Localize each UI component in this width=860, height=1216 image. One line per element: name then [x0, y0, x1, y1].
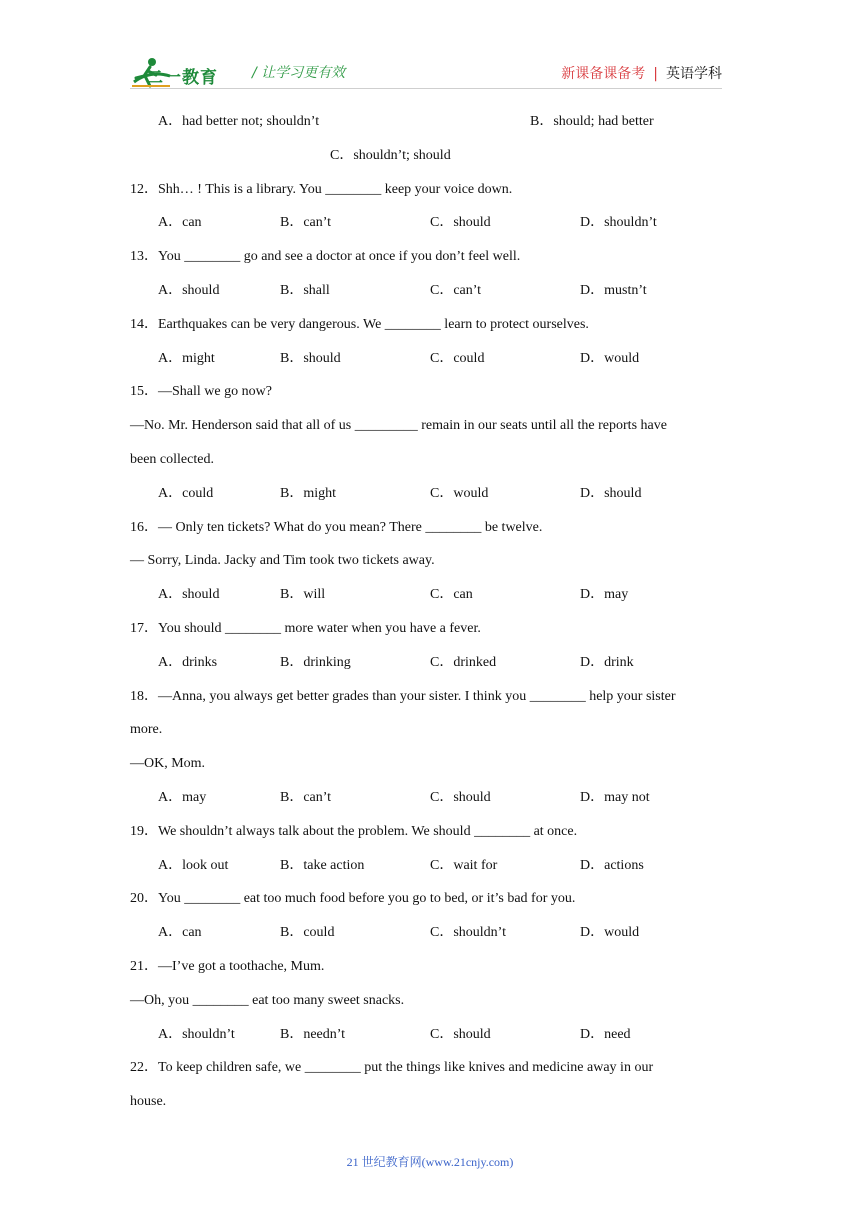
- option-c: C．should: [430, 215, 491, 231]
- option-d: D．should: [580, 485, 642, 501]
- options-row: [130, 1018, 730, 1052]
- page-footer: 21 世纪教育网(www.21cnjy.com): [346, 1155, 514, 1169]
- header-separator: |: [653, 66, 658, 82]
- question-stem: 12．Shh… ! This is a library. You ________ keep your voice down.: [130, 181, 513, 197]
- options-row: [130, 916, 730, 950]
- question-stem: 17．You should ________ more water when you have a fever.: [130, 620, 481, 636]
- option-a: A．should: [158, 587, 220, 603]
- option-c: C．could: [430, 350, 485, 366]
- option-d: D．would: [580, 925, 640, 941]
- question-stem: 15．—Shall we go now?: [130, 384, 272, 400]
- option-a: A．should: [158, 282, 220, 298]
- option-a: A．drinks: [158, 654, 218, 670]
- question-stem-continued: more.: [130, 722, 163, 738]
- option-c: C．shouldn’t; should: [330, 147, 451, 163]
- option-a: A．can: [158, 215, 202, 231]
- logo-text: 二一教育: [146, 68, 218, 88]
- option-c: C．shouldn’t: [430, 925, 506, 941]
- option-b: B．might: [280, 485, 337, 501]
- options-row: [130, 477, 730, 511]
- option-d: D．shouldn’t: [580, 215, 657, 231]
- option-b: B．can’t: [280, 789, 332, 805]
- option-a: A．could: [158, 485, 214, 501]
- option-a: A．may: [158, 789, 207, 805]
- question-stem: 21．—I’ve got a toothache, Mum.: [130, 958, 325, 974]
- header-subject-label: 英语学科: [666, 66, 722, 82]
- options-row: [130, 646, 730, 680]
- question-stem: 18．—Anna, you always get better grades than your sister. I think you ________ help your sister: [130, 688, 676, 704]
- options-row: [130, 206, 730, 240]
- option-d: D．actions: [580, 857, 644, 873]
- question-stem: 16．— Only ten tickets? What do you mean? There ________ be twelve.: [130, 519, 543, 535]
- question-stem: 19．We shouldn’t always talk about the problem. We should ________ at once.: [130, 823, 578, 839]
- options-row: [130, 849, 730, 883]
- option-a: A．look out: [158, 857, 229, 873]
- option-c: C．drinked: [430, 654, 497, 670]
- page-header: [0, 0, 860, 100]
- question-list: [130, 105, 730, 1119]
- options-row: [130, 578, 730, 612]
- prev-options-row-2: [130, 139, 730, 173]
- option-c: C．would: [430, 485, 489, 501]
- prev-options-row: [130, 105, 730, 139]
- option-b: B．needn’t: [280, 1026, 346, 1042]
- header-course-label: 新课备课备考: [561, 66, 646, 82]
- options-row: [130, 274, 730, 308]
- option-b: B．should; had better: [530, 114, 654, 129]
- option-d: D．would: [580, 350, 640, 366]
- option-c: C．should: [430, 789, 491, 805]
- option-b: B．drinking: [280, 654, 351, 670]
- option-a: A．had better not; shouldn’t: [158, 114, 320, 129]
- question-stem-continued: —OK, Mom.: [130, 756, 206, 772]
- option-c: C．can’t: [430, 282, 482, 298]
- option-d: D．mustn’t: [580, 282, 647, 298]
- option-a: A．might: [158, 350, 215, 366]
- question-stem-continued: been collected.: [130, 451, 214, 467]
- option-c: C．can: [430, 587, 473, 603]
- option-b: B．can’t: [280, 215, 332, 231]
- option-b: B．should: [280, 350, 341, 366]
- option-a: A．can: [158, 925, 202, 941]
- option-c: C．should: [430, 1026, 491, 1042]
- question-stem: 22．To keep children safe, we ________ put the things like knives and medicine away in our: [130, 1060, 654, 1076]
- option-c: C．wait for: [430, 857, 498, 873]
- question-stem: 13．You ________ go and see a doctor at once if you don’t feel well.: [130, 249, 521, 265]
- question-stem-continued: house.: [130, 1094, 167, 1110]
- option-a: A．shouldn’t: [158, 1026, 235, 1042]
- option-b: B．will: [280, 587, 326, 603]
- option-b: B．shall: [280, 282, 330, 298]
- slogan: / 让学习更有效: [252, 65, 346, 81]
- options-row: [130, 781, 730, 815]
- option-b: B．take action: [280, 857, 365, 873]
- header-subject: [561, 63, 722, 83]
- option-d: D．may not: [580, 789, 650, 805]
- option-d: D．drink: [580, 654, 634, 670]
- question-stem-continued: — Sorry, Linda. Jacky and Tim took two tickets away.: [130, 553, 435, 569]
- question-stem-continued: —Oh, you ________ eat too many sweet snacks.: [130, 992, 405, 1008]
- option-d: D．need: [580, 1026, 631, 1042]
- option-d: D．may: [580, 587, 629, 603]
- header-divider: [130, 88, 722, 89]
- options-row: [130, 342, 730, 376]
- question-stem: 20．You ________ eat too much food before you go to bed, or it’s bad for you.: [130, 891, 576, 907]
- question-stem: 14．Earthquakes can be very dangerous. We ________ learn to protect ourselves.: [130, 316, 589, 332]
- question-stem-continued: —No. Mr. Henderson said that all of us _________ remain in our seats until all the reports have: [130, 418, 667, 434]
- option-b: B．could: [280, 925, 335, 941]
